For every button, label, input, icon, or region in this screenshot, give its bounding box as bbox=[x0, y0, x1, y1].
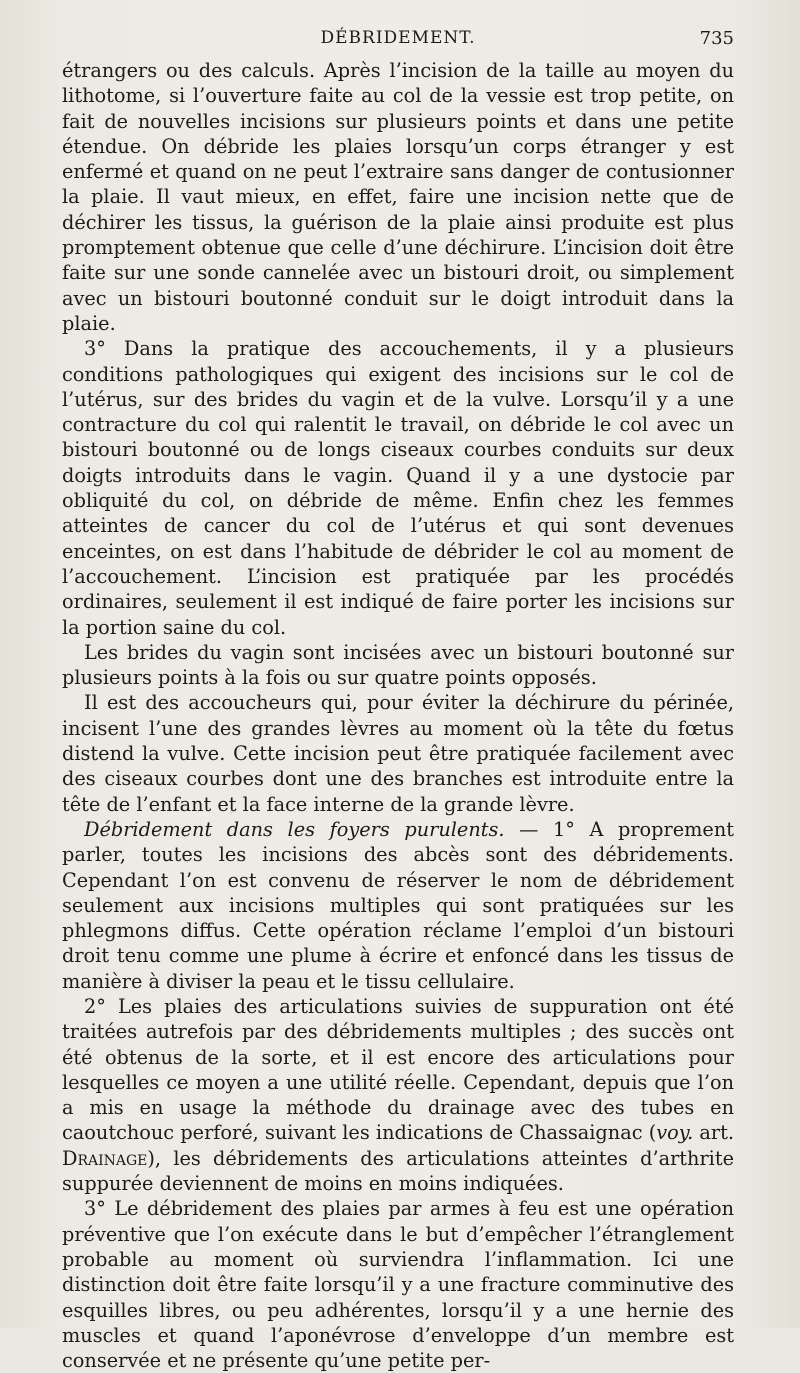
drainage-reference: Drainage bbox=[62, 1146, 148, 1170]
paragraph-6 bbox=[62, 994, 734, 1196]
art-abbreviation: art. bbox=[693, 1121, 735, 1145]
paragraph-5-text: — 1° A proprement parler, toutes les incisions des abcès sont des débridements. Cependant l’on est convenu de réserver le nom de débridement seulement aux incisions multiples qui sont pratiquées sur les phlegmons diffus. Cette opération réclame l’emploi d’un bistouri droit tenu comme une plume à écrire et enfoncé dans les tissus de manière à diviser la peau et le tissu cellulaire. bbox=[62, 817, 734, 993]
paragraph-3: Les brides du vagin sont incisées avec un bistouri boutonné sur plusieurs points à la fois ou sur quatre points opposés. bbox=[62, 640, 734, 690]
page-body bbox=[62, 58, 734, 1373]
page-number: 735 bbox=[699, 28, 734, 49]
paragraph-7: 3° Le débridement des plaies par armes à feu est une opération préventive que l’on exécute dans le but d’empêcher l’étranglement probable au moment où surviendra l’inflammation. Ici une distinction doit être faite lorsqu’il y a une fracture comminutive des esquilles libres, ou peu adhérentes, lorsqu’il y a une hernie des muscles et quand l’aponévrose d’enveloppe d’un membre est conservée et ne présente qu’une petite per- bbox=[62, 1197, 734, 1373]
running-title: DÉBRIDEMENT. bbox=[320, 28, 476, 48]
voy-abbreviation: voy. bbox=[656, 1121, 694, 1145]
page-header bbox=[62, 28, 734, 58]
paragraph-1: étrangers ou des calculs. Après l’incision de la taille au moyen du lithotome, si l’ouverture faite au col de la vessie est trop petite, on fait de nouvelles incisions sur plusieurs points et dans une petite étendue. On débride les plaies lorsqu’un corps étranger y est enfermé et quand on ne peut l’extraire sans danger de contusionner la plaie. Il vaut mieux, en effet, faire une incision nette que de déchirer les tissus, la guérison de la plaie ainsi produite est plus promptement obtenue que celle d’une déchirure. L’incision doit être faite sur une sonde cannelée avec un bistouri droit, ou simplement avec un bistouri boutonné conduit sur le doigt introduit dans la plaie. bbox=[62, 59, 734, 335]
paragraph-4: Il est des accoucheurs qui, pour éviter la déchirure du périnée, incisent l’une des grandes lèvres au moment où la tête du fœtus distend la vulve. Cette incision peut être pratiquée facilement avec des ciseaux courbes dont une des branches est introduite entre la tête de l’enfant et la face interne de la grande lèvre. bbox=[62, 691, 734, 816]
paragraph-6-text-after: ), les débridements des articulations atteintes d’arthrite suppurée deviennent de moins en moins indiquées. bbox=[62, 1146, 734, 1196]
section-heading-italic: Débridement dans les foyers purulents. bbox=[84, 817, 505, 841]
paragraph-2: 3° Dans la pratique des accouchements, il y a plusieurs conditions pathologiques qui exigent des incisions sur le col de l’utérus, sur des brides du vagin et de la vulve. Lorsqu’il y a une contracture du col qui ralentit le travail, on débride le col avec un bistouri boutonné ou de longs ciseaux courbes conduits sur deux doigts introduits dans le vagin. Quand il y a une dystocie par obliquité du col, on débride de même. Enfin chez les femmes atteintes de cancer du col de l’utérus et qui sont devenues enceintes, on est dans l’habitude de débrider le col au moment de l’accouchement. L’incision est pratiquée par les procédés ordinaires, seulement il est indiqué de faire porter les incisions sur la portion saine du col. bbox=[62, 337, 734, 639]
paragraph-5 bbox=[62, 817, 734, 994]
paragraph-6-text-before: 2° Les plaies des articulations suivies de suppuration ont été traitées autrefois par des débridements multiples ; des succès ont été obtenus de la sorte, et il est encore des articulations pour lesquelles ce moyen a une utilité réelle. Cependant, depuis que l’on a mis en usage la méthode du drainage avec des tubes en caoutchouc perforé, suivant les indications de Chassaignac ( bbox=[62, 994, 734, 1145]
